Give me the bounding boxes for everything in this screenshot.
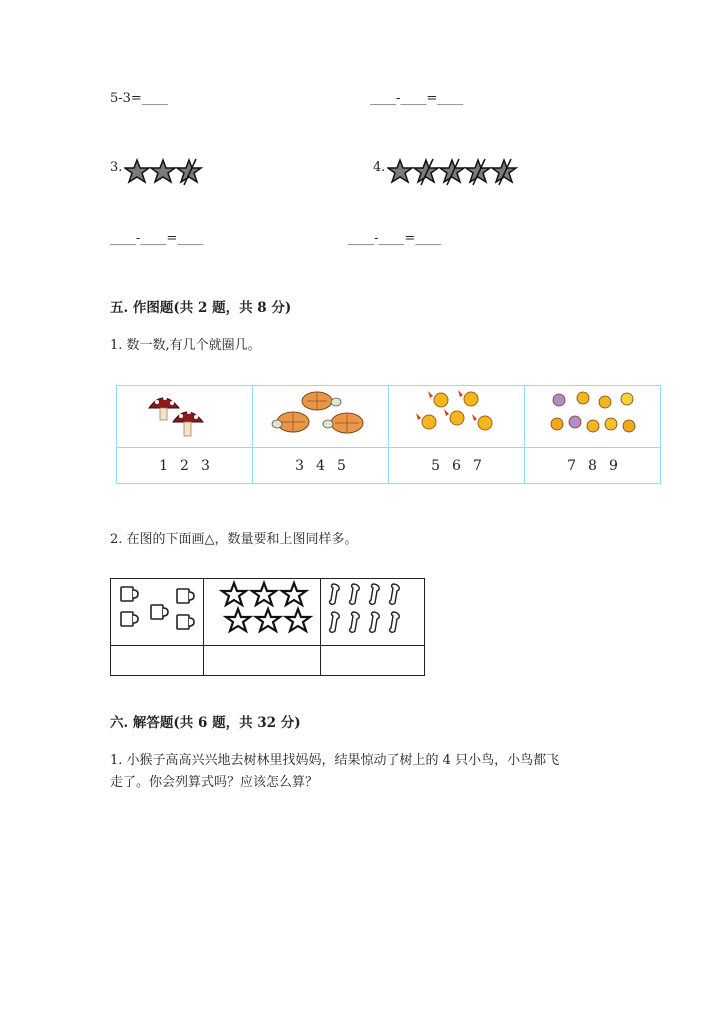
section-6-title: 六. 解答题(共 6 题，共 32 分) — [110, 715, 301, 731]
star-icon — [388, 160, 412, 182]
bone-cell — [321, 579, 425, 646]
crossed-star-icon — [466, 159, 490, 185]
equation-blank-q3: ____-____=____ — [110, 231, 204, 246]
option-number[interactable]: 3 — [295, 457, 305, 474]
answer-cell-star[interactable] — [204, 646, 321, 676]
q4-label: 4. — [373, 160, 386, 175]
section-5-q2-text: 2. 在图的下面画△，数量要和上图同样多。 — [110, 532, 358, 547]
option-number[interactable]: 5 — [336, 457, 346, 474]
count-circle-table — [116, 385, 661, 484]
draw-triangle-table — [110, 578, 425, 676]
option-number[interactable]: 9 — [608, 457, 618, 474]
chick-icon — [389, 386, 524, 443]
option-number[interactable]: 3 — [200, 457, 210, 474]
options-chick — [389, 448, 525, 484]
bone-icon — [321, 579, 424, 641]
crossed-star-icon — [492, 159, 516, 185]
equation-blank-q4: ____-____=____ — [348, 231, 442, 246]
option-number[interactable]: 7 — [472, 457, 482, 474]
section-6-q1-line1: 1. 小猴子高高兴兴地去树林里找妈妈，结果惊动了树上的 4 只小鸟，小鸟都飞 — [110, 753, 560, 768]
chick-cell — [389, 386, 525, 448]
option-number[interactable]: 8 — [588, 457, 597, 474]
option-number[interactable]: 1 — [159, 457, 169, 474]
section-5-q1-text: 1. 数一数,有几个就圈几。 — [110, 338, 261, 353]
turtle-cell — [253, 386, 389, 448]
options-turtle — [253, 448, 389, 484]
crossed-star-icon — [440, 159, 464, 185]
star-icon — [125, 160, 149, 182]
bird-cell — [525, 386, 661, 448]
cup-icon — [111, 579, 203, 641]
option-number[interactable]: 5 — [431, 457, 441, 474]
q4-star-group — [387, 157, 521, 187]
equation-5-3: 5-3=____ — [110, 91, 168, 106]
equation-blank-right: ____-____=____ — [370, 91, 464, 106]
cup-cell — [111, 579, 204, 646]
options-bird — [525, 448, 661, 484]
mushroom-cell — [117, 386, 253, 448]
star-icon — [151, 160, 175, 182]
turtle-icon — [253, 386, 388, 443]
q3-star-group — [124, 157, 204, 187]
outline-star-icon — [204, 579, 320, 641]
options-mushroom — [117, 448, 253, 484]
bird-icon — [525, 386, 660, 443]
q3-label: 3. — [110, 160, 123, 175]
outline-star-cell — [204, 579, 321, 646]
crossed-star-icon — [177, 159, 201, 185]
section-6-q1-line2: 走了。你会列算式吗？应该怎么算？ — [110, 775, 319, 790]
mushroom-icon — [117, 386, 252, 443]
section-5-title: 五. 作图题(共 2 题，共 8 分) — [110, 300, 292, 316]
option-number[interactable]: 6 — [452, 457, 461, 474]
answer-cell-cup[interactable] — [111, 646, 204, 676]
option-number[interactable]: 7 — [567, 457, 577, 474]
answer-cell-bone[interactable] — [321, 646, 425, 676]
option-number[interactable]: 4 — [316, 457, 325, 474]
crossed-star-icon — [414, 159, 438, 185]
option-number[interactable]: 2 — [180, 457, 189, 474]
